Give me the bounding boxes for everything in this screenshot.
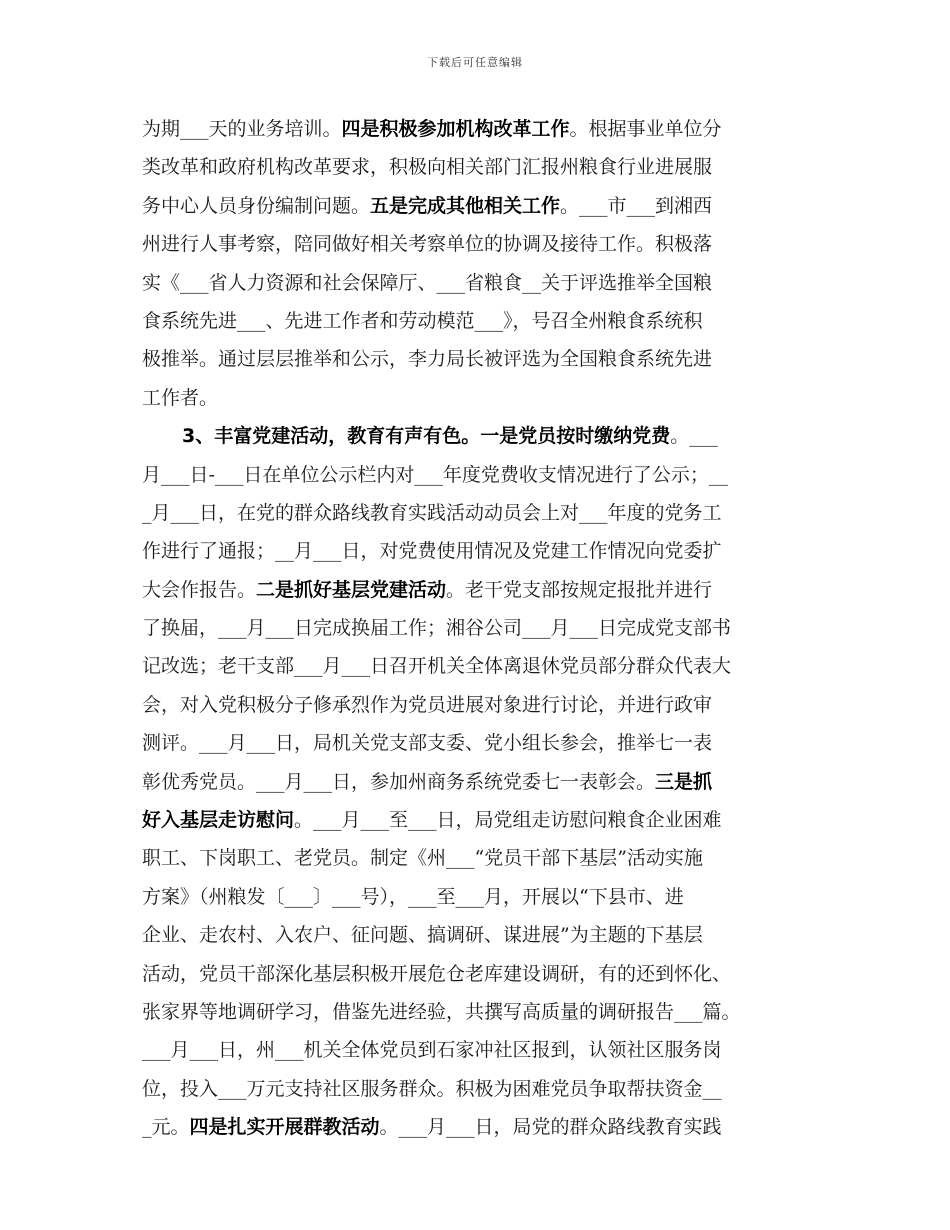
body-text-segment: _月___日，在党的群众路线教育实践活动动员会上对___年度的党务工 [142,501,722,524]
bold-heading-text: 3、丰富党建活动，教育有声有色。一是党员按时缴纳党费 [182,425,671,448]
text-line [142,571,812,609]
bold-heading-text: 好入基层走访慰问 [142,809,295,832]
text-line [142,916,812,954]
text-line [142,110,812,148]
body-text-segment: 类改革和政府机构改革要求，积极向相关部门汇报州粮食行业进展服 [142,156,713,179]
body-text-segment: 活动，党员干部深化基层积极开展危仓老库建设调研，有的还到怀化、 [142,962,732,985]
text-line [142,340,812,378]
text-line [142,955,812,993]
body-text-segment: 大会作报告。 [142,578,257,601]
text-line [142,724,812,762]
body-text-segment: 职工、下岗职工、老党员。制定《州___“党员干部下基层”活动实施 [142,847,703,870]
text-line [142,494,812,532]
text-line [142,302,812,340]
body-text-segment: 方案》（州粮发〔___〕___号），___至___月，开展以“下县市、进 [142,885,684,908]
text-line [142,993,812,1031]
bold-heading-text: 五是完成其他相关工作 [370,194,561,217]
text-line [142,532,812,570]
body-text-segment: 月___日-___日在单位公示栏内对___年度党费收支情况进行了公示；__ [142,463,728,486]
text-line [142,801,812,839]
text-line [142,1108,812,1146]
text-line [142,456,812,494]
bold-heading-text: 三是抓 [655,770,713,793]
text-line [142,148,812,186]
text-line [142,763,812,801]
body-text-segment: 会，对入党积极分子修承烈作为党员进展对象进行讨论，并进行政审 [142,693,713,716]
text-line [142,264,812,302]
document-body [142,110,812,1147]
body-text-segment: 作进行了通报；__月___日，对党费使用情况及党建工作情况向党委扩 [142,540,722,563]
body-text-segment: 彰优秀党员。___月___日，参加州商务系统党委七一表彰会。 [142,770,656,793]
body-text-segment: 食系统先进___、先进工作者和劳动模范___》，号召全州粮食系统积 [142,309,703,332]
body-text-segment: 了换届，___月___日完成换届工作；湘谷公司___月___日完成党支部书 [142,617,732,640]
bold-heading-text: 二是抓好基层党建活动 [256,578,447,601]
body-text-segment: 为期___天的业务培训。 [142,118,342,140]
text-line [142,647,812,685]
body-text-segment: 张家界等地调研学习，借鉴先进经验，共撰写高质量的调研报告___篇。 [142,1000,741,1023]
body-text-segment: 。___市___到湘西 [560,194,713,217]
text-line [142,1031,812,1069]
body-text-segment: 。___月___至___日，局党组走访慰问粮食企业困难 [294,809,722,832]
text-line [142,225,812,263]
body-text-segment: ___月___日，州___机关全体党员到石家冲社区报到，认领社区服务岗 [142,1039,722,1062]
text-line [142,839,812,877]
body-text-segment: 。___ [670,425,718,448]
text-line [142,609,812,647]
body-text-segment: 州进行人事考察，陪同做好相关考察单位的协调及接待工作。积极落 [142,233,713,256]
body-text-segment: 。老干党支部按规定报批并进行 [446,578,713,601]
body-text-segment: 。根据事业单位分 [569,118,722,140]
text-line [142,1070,812,1108]
text-line [142,878,812,916]
body-text-segment: _元。 [142,1116,190,1139]
body-text-segment: 务中心人员身份编制问题。 [142,194,371,217]
bold-heading-text: 四是积极参加机构改革工作 [341,118,570,140]
body-text-segment: 实《___省人力资源和社会保障厅、___省粮食__关于评选推举全国粮 [142,271,713,294]
body-text-segment: 工作者。 [142,386,219,409]
text-line [142,417,812,455]
body-text-segment: 位，投入___万元支持社区服务群众。积极为困难党员争取帮扶资金__ [142,1077,722,1100]
body-text-segment: 。___月___日，局党的群众路线教育实践 [379,1116,722,1139]
bold-heading-text: 四是扎实开展群教活动 [189,1116,380,1139]
body-text-segment: 极推举。通过层层推举和公示，李力局长被评选为全国粮食系统先进 [142,348,713,371]
body-text-segment: 记改选；老干支部___月___日召开机关全体离退休党员部分群众代表大 [142,655,732,678]
body-text-segment: 企业、走农村、入农户、征问题、搞调研、谋进展”为主题的下基层 [142,924,703,947]
body-text-segment: 测评。___月___日，局机关党支部支委、党小组长参会，推举七一表 [142,732,713,755]
text-line [142,379,812,417]
text-line [142,686,812,724]
text-line [142,187,812,225]
page-header: 下载后可任意编辑 [427,56,523,69]
